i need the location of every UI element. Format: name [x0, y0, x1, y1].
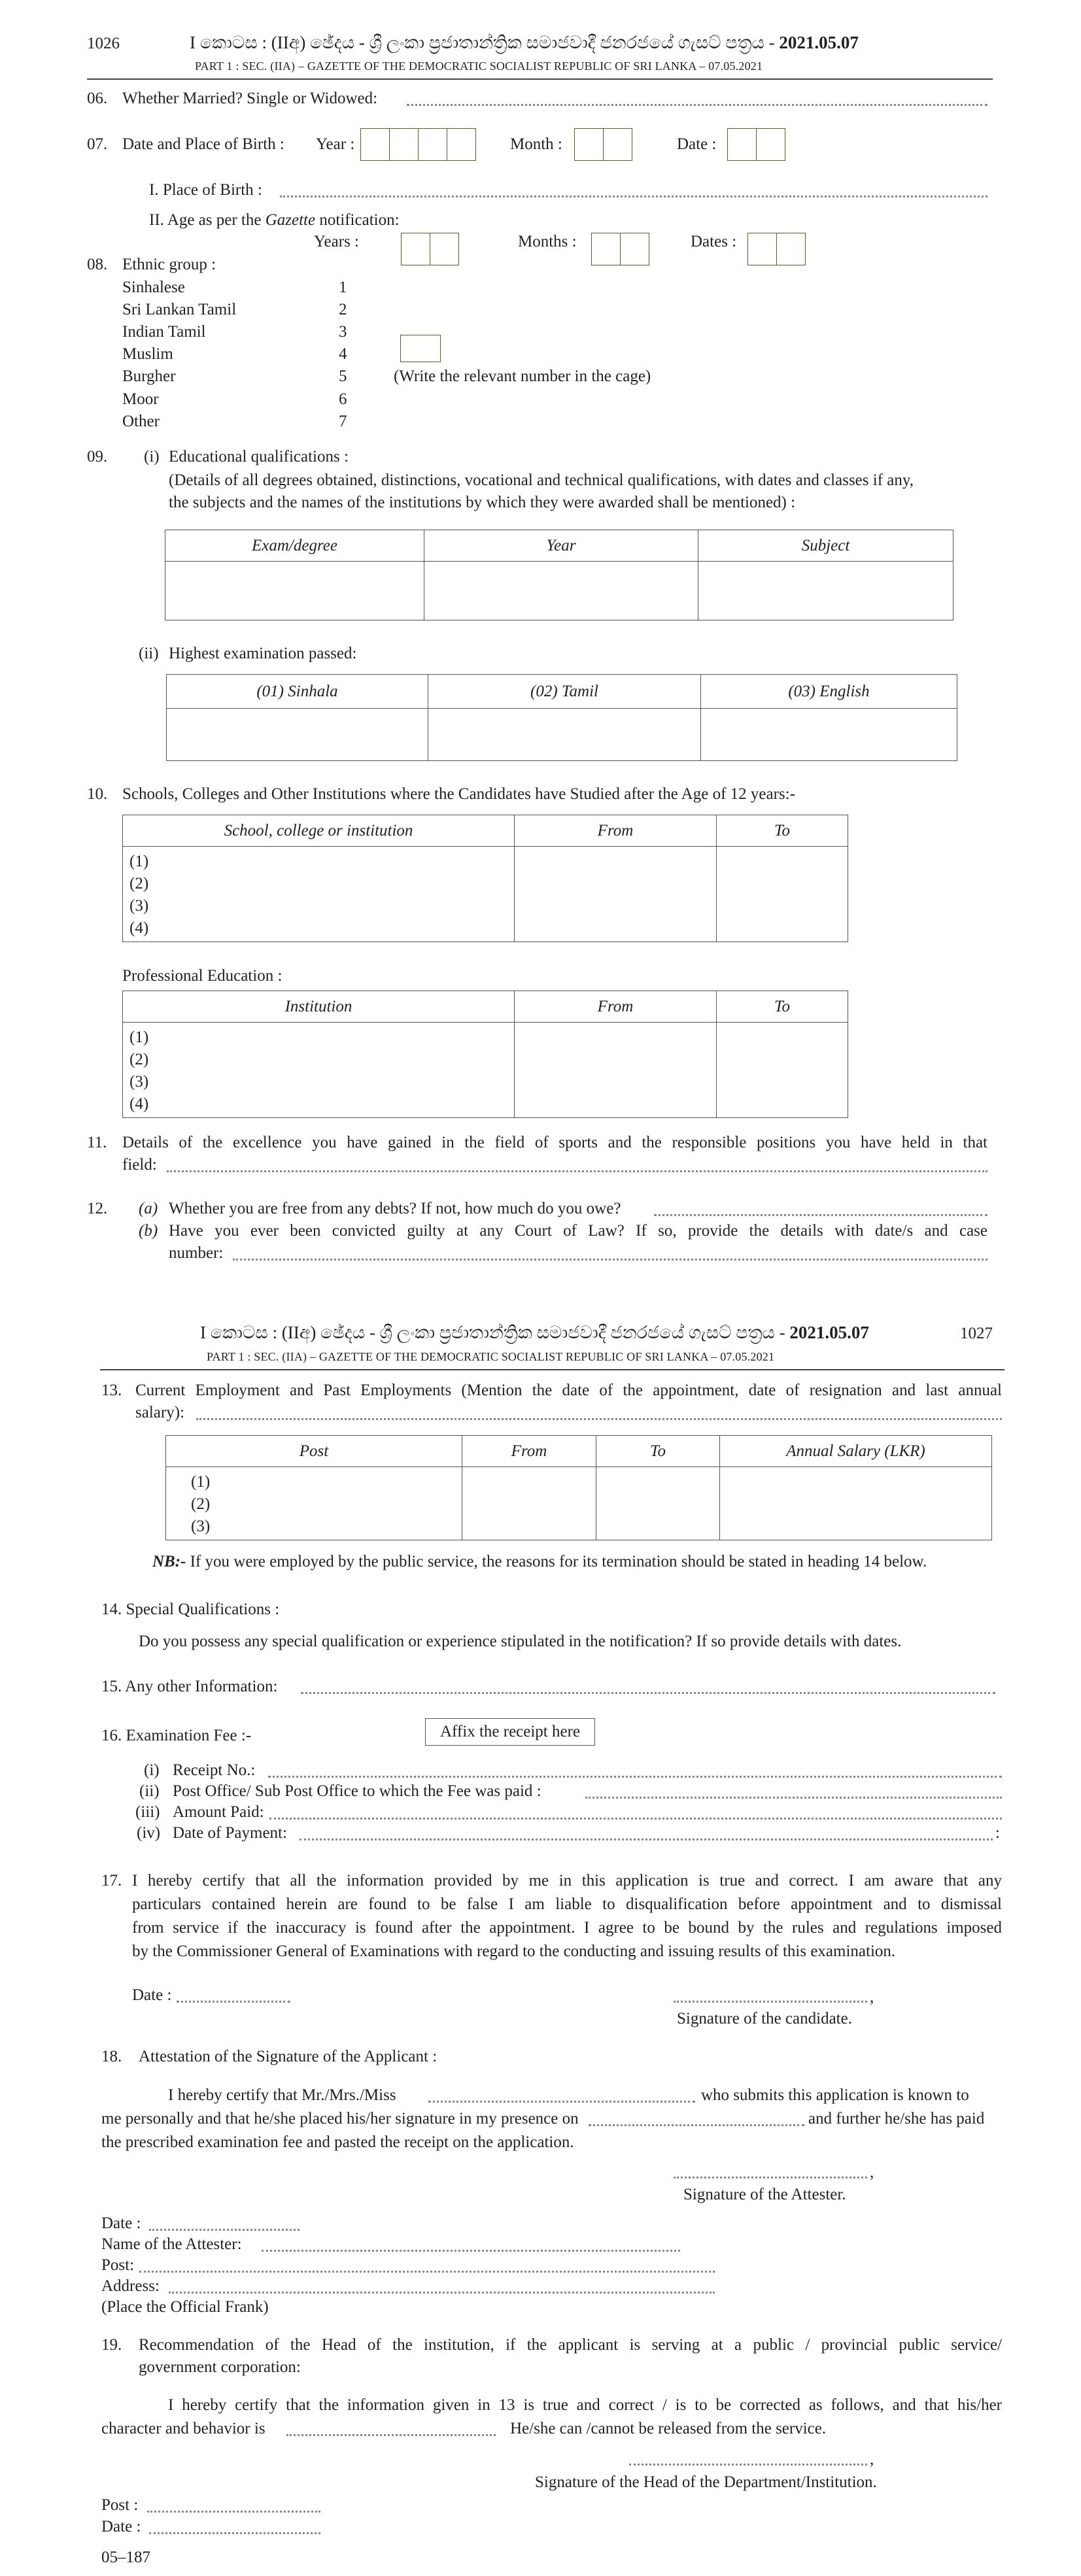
col-subject: Subject	[698, 530, 953, 562]
q18-label: Attestation of the Signature of the Applicant :	[139, 2048, 438, 2065]
ethnic-name: Moor	[122, 390, 159, 408]
highest-exam-table	[166, 674, 957, 761]
q13-number: 13.	[101, 1381, 122, 1399]
place-of-birth-line[interactable]	[280, 195, 987, 197]
col-from: From	[515, 815, 717, 847]
nb-text: If you were employed by the public service, the reasons for its termination should be stated in heading 14 below.	[186, 1553, 927, 1570]
affix-receipt-box[interactable]: Affix the receipt here	[425, 1718, 595, 1746]
q16-label: 16. Examination Fee :-	[101, 1727, 252, 1744]
employment-table	[165, 1435, 992, 1540]
q17-line-4: by the Commissioner General of Examinations with regard to the conducting and issuing results of this examination.	[132, 1942, 896, 1960]
candidate-signature-line[interactable]	[674, 2001, 867, 2003]
year-cage[interactable]	[360, 128, 476, 161]
professional-table-header	[123, 991, 848, 1023]
q11-number: 11.	[87, 1134, 107, 1151]
amount-paid-line[interactable]	[269, 1818, 1002, 1820]
applicant-name-line[interactable]	[428, 2101, 695, 2103]
subject-cell[interactable]	[698, 562, 953, 620]
q19-p2-b: He/she can /cannot be released from the service.	[510, 2420, 827, 2437]
q12-a-label: Whether you are free from any debts? If not, how much do you owe?	[169, 1200, 621, 1217]
ethnic-name: Indian Tamil	[122, 323, 206, 341]
education-table-row	[165, 562, 953, 620]
fee-item-label: Post Office/ Sub Post Office to which the Fee was paid :	[173, 1782, 541, 1800]
ethnic-code: 5	[339, 367, 347, 385]
q06-number: 06.	[87, 90, 108, 107]
row-number: (2)	[129, 875, 149, 892]
col-to: To	[717, 815, 848, 847]
attester-signature-line[interactable]	[674, 2177, 867, 2178]
highest-exam-header	[167, 675, 957, 709]
head-post-line[interactable]	[147, 2511, 320, 2513]
month-cage[interactable]	[574, 128, 632, 161]
age-label-prefix: II. Age as per the	[149, 211, 266, 229]
q07-date-label: Date :	[677, 135, 717, 153]
exam-degree-cell[interactable]	[165, 562, 424, 620]
head-post-label: Post :	[101, 2496, 139, 2514]
post-office-line[interactable]	[585, 1797, 1002, 1799]
attester-signature-label: Signature of the Attester.	[683, 2186, 846, 2203]
q12-b-line-2: number:	[169, 1244, 224, 1262]
signature-comma: ,	[870, 2450, 874, 2468]
official-frank-note: (Place the Official Frank)	[101, 2298, 269, 2316]
q09-ii-label: Highest examination passed:	[169, 645, 357, 662]
q13-line-1: Current Employment and Past Employments (Mention the date of the appointment, date of resignation and last annual	[135, 1381, 1002, 1399]
header-title: I කොටස : (IIඅ) ඡේදය - ශ්‍රී ලංකා ප්‍රජාතාන්ත්‍රික සමාජවාදී ජනරජයේ ගැසට් පත්‍රය -	[200, 1323, 790, 1342]
row-number: (2)	[191, 1495, 211, 1513]
q17-number: 17.	[101, 1872, 122, 1890]
ethnic-name: Sinhalese	[122, 279, 185, 296]
q12-b-answer-line[interactable]	[233, 1259, 987, 1261]
q14-text: Do you possess any special qualification or experience stipulated in the notification? If so provide details with dates.	[139, 1633, 902, 1650]
q13-nb-note	[152, 1552, 927, 1572]
q18-p2-a: me personally and that he/she placed his/her signature in my presence on	[101, 2110, 579, 2127]
date-cage[interactable]	[727, 128, 785, 161]
age-label-gazette: Gazette	[265, 211, 316, 229]
q17-line-1: I hereby certify that all the information provided by me in this application is true and correct. I am aware that any	[132, 1872, 1002, 1890]
school-cell[interactable]	[123, 847, 515, 942]
schools-table-header	[123, 815, 848, 847]
fee-item-marker: (iii)	[135, 1803, 160, 1821]
col-exam-degree: Exam/degree	[165, 530, 424, 562]
to-cell[interactable]	[717, 1023, 848, 1118]
q11-line-1: Details of the excellence you have gained in the field of sports and the responsible positions you have held in that	[122, 1134, 987, 1151]
col-institution: Institution	[123, 991, 515, 1023]
q19-p1: I hereby certify that the information given in 13 is true and correct / is to be corrected as follows, and that his/her	[168, 2396, 1002, 2414]
from-cell[interactable]	[515, 1023, 717, 1118]
signature-comma: ,	[870, 1988, 874, 2006]
row-number: (3)	[129, 897, 149, 915]
row-number: (3)	[191, 1517, 211, 1535]
header-title: I කොටස : (IIඅ) ඡේදය - ශ්‍රී ලංකා ප්‍රජාතාන්ත්‍රික සමාජවාදී ජනරජයේ ගැසට් පත්‍රය -	[190, 33, 780, 52]
q07-number: 07.	[87, 135, 108, 153]
row-number: (4)	[129, 919, 149, 937]
col-post: Post	[166, 1436, 462, 1467]
row-number: (1)	[129, 853, 149, 870]
q09-ii-marker: (ii)	[139, 645, 159, 662]
date-of-payment-line[interactable]	[300, 1839, 993, 1840]
col-sinhala: (01) Sinhala	[167, 675, 428, 709]
col-tamil: (02) Tamil	[428, 675, 701, 709]
ethnic-name: Other	[122, 413, 160, 430]
post-cell[interactable]	[166, 1467, 462, 1540]
row-number: (1)	[129, 1028, 149, 1046]
nb-label: NB:-	[152, 1553, 186, 1570]
employment-table-header	[166, 1436, 992, 1467]
place-of-birth-label: I. Place of Birth :	[149, 181, 262, 199]
attester-post-line[interactable]	[139, 2271, 715, 2273]
fee-item-marker: (i)	[144, 1761, 160, 1779]
attester-address-line[interactable]	[169, 2292, 715, 2294]
receipt-no-line[interactable]	[268, 1776, 1002, 1778]
professional-education-label: Professional Education :	[122, 967, 283, 985]
q09-i-marker: (i)	[144, 448, 160, 466]
gazette-header-english: PART 1 : SEC. (IIA) – GAZETTE OF THE DEMOCRATIC SOCIALIST REPUBLIC OF SRI LANKA – 07.05.2021	[195, 59, 763, 73]
page-number: 1026	[87, 35, 120, 52]
q18-p1-a: I hereby certify that Mr./Mrs./Miss	[168, 2086, 396, 2104]
ethnic-code: 1	[339, 279, 347, 296]
q18-p2-b: and further he/she has paid	[808, 2110, 985, 2127]
character-behavior-line[interactable]	[286, 2434, 496, 2436]
ethnic-code: 2	[339, 301, 347, 318]
ethnic-code: 3	[339, 323, 347, 341]
age-months-cage[interactable]	[591, 233, 649, 265]
header-date: 2021.05.07	[789, 1323, 869, 1342]
ethnic-name: Sri Lankan Tamil	[122, 301, 237, 318]
page-number: 1027	[960, 1325, 993, 1342]
annual-salary-cell[interactable]	[720, 1467, 992, 1540]
row-number: (4)	[129, 1095, 149, 1113]
employment-table-row	[166, 1467, 992, 1540]
q10-number: 10.	[87, 785, 108, 803]
row-number: (2)	[129, 1051, 149, 1068]
col-english: (03) English	[701, 675, 957, 709]
to-cell[interactable]	[717, 847, 848, 942]
ethnic-code: 7	[339, 413, 347, 430]
highest-exam-row	[167, 709, 957, 761]
col-school: School, college or institution	[123, 815, 515, 847]
q17-date-line[interactable]	[177, 2001, 290, 2003]
head-date-line[interactable]	[149, 2532, 320, 2534]
ethnic-name: Burgher	[122, 367, 176, 385]
signature-date-line[interactable]	[589, 2124, 804, 2126]
q06-answer-line[interactable]	[407, 104, 987, 106]
age-years-label: Years :	[314, 233, 359, 250]
q12-a-answer-line[interactable]	[654, 1214, 987, 1216]
q17-date-label: Date :	[132, 1986, 172, 2004]
q09-i-detail-1: (Details of all degrees obtained, distinctions, vocational and technical qualifications, with dates and classes if any,	[169, 471, 914, 489]
q17-line-3: from service if the inaccuracy is found after the appointment. I agree to be bound by the rules and regulations imposed	[132, 1919, 1002, 1937]
age-label-suffix: notification:	[315, 211, 400, 229]
q12-a-marker: (a)	[139, 1200, 158, 1217]
q09-number: 09.	[87, 448, 108, 466]
from-cell[interactable]	[462, 1467, 596, 1540]
head-signature-label: Signature of the Head of the Department/Institution.	[535, 2473, 877, 2491]
ethnic-cage[interactable]	[400, 335, 441, 362]
q11-line-2: field:	[122, 1156, 157, 1174]
q07-year-label: Year :	[316, 135, 355, 153]
professional-table-row	[123, 1023, 848, 1118]
to-cell[interactable]	[596, 1467, 720, 1540]
year-cell[interactable]	[424, 562, 698, 620]
from-cell[interactable]	[515, 847, 717, 942]
ethnic-name: Muslim	[122, 345, 173, 363]
gazette-header-english: PART 1 : SEC. (IIA) – GAZETTE OF THE DEMOCRATIC SOCIALIST REPUBLIC OF SRI LANKA – 07.05.2021	[207, 1350, 775, 1363]
q09-i-detail-2: the subjects and the names of the institutions by which they were awarded shall be mentioned) :	[169, 494, 796, 511]
q07-month-label: Month :	[510, 135, 562, 153]
attester-post-label: Post:	[101, 2256, 135, 2274]
q15-answer-line[interactable]	[301, 1692, 995, 1694]
attester-date-label: Date :	[101, 2214, 141, 2232]
age-months-label: Months :	[518, 233, 577, 250]
col-from: From	[515, 991, 717, 1023]
ethnic-cage-note: (Write the relevant number in the cage)	[394, 367, 651, 385]
q12-b-line-1: Have you ever been convicted guilty at any Court of Law? If so, provide the details with date/s and case	[169, 1222, 987, 1240]
english-cell[interactable]	[701, 709, 957, 761]
q06-label: Whether Married? Single or Widowed:	[122, 90, 378, 107]
q12-b-marker: (b)	[139, 1222, 158, 1240]
age-dates-label: Dates :	[691, 233, 737, 250]
q12-number: 12.	[87, 1200, 108, 1217]
q15-label: 15. Any other Information:	[101, 1678, 278, 1695]
fee-item-label: Date of Payment:	[173, 1824, 287, 1842]
age-dates-cage[interactable]	[747, 233, 806, 265]
col-year: Year	[424, 530, 698, 562]
q14-label: 14. Special Qualifications :	[101, 1601, 280, 1618]
age-label	[149, 211, 400, 230]
col-to: To	[717, 991, 848, 1023]
schools-table	[122, 815, 848, 942]
q18-number: 18.	[101, 2048, 122, 2065]
footer-code: 05–187	[101, 2549, 150, 2566]
q19-p2-a: character and behavior is	[101, 2420, 266, 2437]
q07-label: Date and Place of Birth :	[122, 135, 284, 153]
education-table-header	[165, 530, 953, 562]
fee-item-marker: (iv)	[137, 1824, 161, 1842]
q17-line-2: particulars contained herein are found to be false I am liable to disqualification before appointment and to dismissal	[132, 1895, 1002, 1913]
q08-label: Ethnic group :	[122, 256, 216, 273]
fee-item-label: Amount Paid:	[173, 1803, 264, 1821]
education-table	[165, 530, 953, 620]
header-rule	[100, 1369, 1004, 1370]
q08-number: 08.	[87, 256, 108, 273]
gazette-header-sinhala	[200, 1323, 869, 1342]
attester-address-label: Address:	[101, 2277, 160, 2295]
fee-item-marker: (ii)	[139, 1782, 160, 1800]
tamil-cell[interactable]	[428, 709, 701, 761]
q09-i-label: Educational qualifications :	[169, 448, 349, 466]
fee-item-label: Receipt No.:	[173, 1761, 256, 1779]
q19-line-2: government corporation:	[139, 2358, 301, 2376]
age-years-cage[interactable]	[401, 233, 459, 265]
attester-name-line[interactable]	[262, 2250, 680, 2252]
head-signature-line[interactable]	[629, 2464, 867, 2466]
date-of-payment-colon: :	[995, 1824, 1000, 1842]
row-number: (1)	[191, 1473, 211, 1491]
q13-line-2: salary):	[135, 1404, 184, 1421]
professional-table	[122, 991, 848, 1118]
q13-answer-line[interactable]	[196, 1418, 1002, 1420]
attester-name-label: Name of the Attester:	[101, 2235, 242, 2253]
q19-line-1: Recommendation of the Head of the institution, if the applicant is serving at a public / provincial public service/	[139, 2336, 1002, 2354]
q10-label: Schools, Colleges and Other Institutions where the Candidates have Studied after the Age of 12 years:-	[122, 785, 795, 803]
signature-comma: ,	[870, 2163, 874, 2181]
header-rule	[87, 78, 993, 80]
q11-answer-line[interactable]	[167, 1170, 987, 1172]
sinhala-cell[interactable]	[167, 709, 428, 761]
col-annual-salary: Annual Salary (LKR)	[720, 1436, 992, 1467]
head-date-label: Date :	[101, 2518, 141, 2535]
ethnic-code: 4	[339, 345, 347, 363]
candidate-signature-label: Signature of the candidate.	[677, 2010, 852, 2027]
col-to: To	[596, 1436, 720, 1467]
ethnic-code: 6	[339, 390, 347, 408]
attester-date-line[interactable]	[149, 2229, 300, 2231]
q18-p1-b: who submits this application is known to	[701, 2086, 969, 2104]
q19-number: 19.	[101, 2336, 122, 2354]
col-from: From	[462, 1436, 596, 1467]
row-number: (3)	[129, 1073, 149, 1091]
schools-table-row	[123, 847, 848, 942]
gazette-header-sinhala	[190, 33, 859, 52]
institution-cell[interactable]	[123, 1023, 515, 1118]
q18-p3: the prescribed examination fee and pasted the receipt on the application.	[101, 2133, 574, 2151]
header-date: 2021.05.07	[779, 33, 859, 52]
